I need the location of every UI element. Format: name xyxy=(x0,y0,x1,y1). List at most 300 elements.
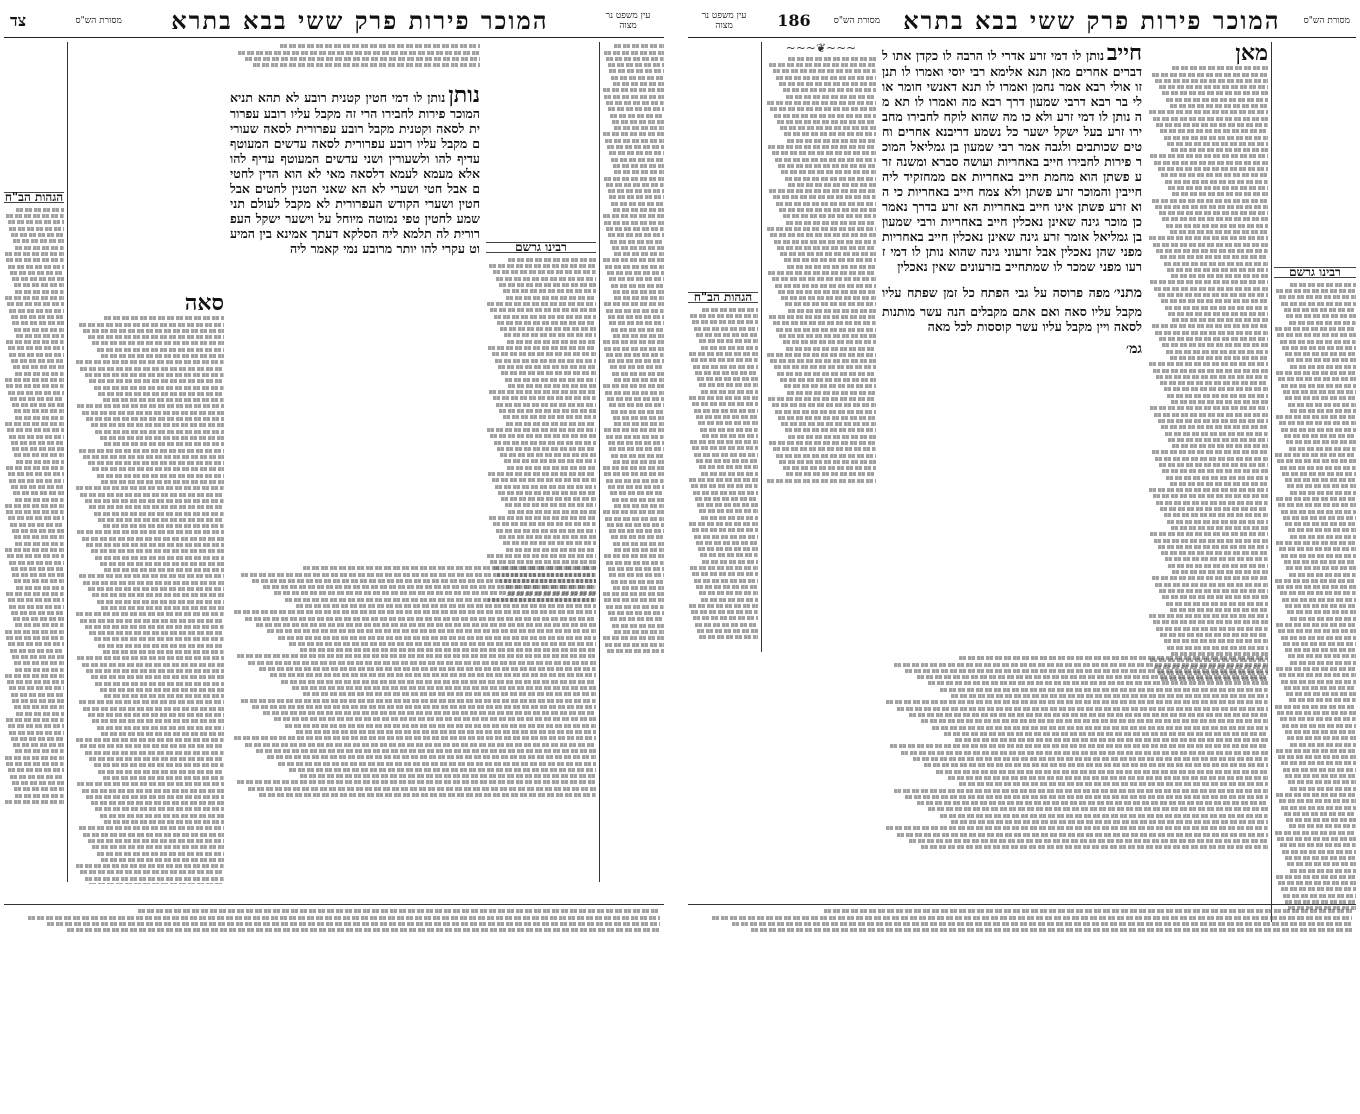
text-line xyxy=(94,637,225,641)
text-line xyxy=(1154,539,1268,543)
text-line xyxy=(1153,243,1268,247)
text-line xyxy=(928,681,1268,685)
text-line xyxy=(609,573,664,577)
text-line xyxy=(1288,780,1356,784)
text-line xyxy=(1279,799,1356,803)
text-line xyxy=(1275,705,1356,709)
text-line xyxy=(1278,629,1356,633)
text-line xyxy=(91,423,225,427)
text-line xyxy=(1167,646,1268,650)
text-line xyxy=(14,661,64,665)
ein-mishpat-column xyxy=(4,42,64,882)
text-line xyxy=(702,434,758,438)
text-line xyxy=(500,327,596,331)
text-line xyxy=(241,573,596,577)
text-line xyxy=(786,221,876,225)
rabbeinu-gershom-text xyxy=(1274,281,1356,922)
text-line xyxy=(1166,476,1268,480)
text-line xyxy=(1286,314,1356,318)
text-line xyxy=(1281,761,1356,765)
text-line xyxy=(1290,661,1356,665)
text-line xyxy=(1162,595,1268,599)
text-line xyxy=(1284,308,1356,312)
text-line xyxy=(85,877,225,881)
text-line xyxy=(285,598,596,602)
text-line xyxy=(611,454,664,458)
ein-mishpat-label: עין משפט נר מצוה xyxy=(605,10,651,31)
text-line xyxy=(80,744,224,748)
text-line xyxy=(488,346,596,350)
text-line xyxy=(296,604,596,608)
main-text-block xyxy=(230,84,480,484)
text-line xyxy=(773,195,876,199)
text-line xyxy=(603,340,664,344)
text-line xyxy=(702,560,758,564)
text-line xyxy=(303,692,596,696)
text-line xyxy=(6,258,64,262)
text-line xyxy=(79,826,225,830)
text-line xyxy=(1165,306,1268,310)
text-line xyxy=(936,770,1268,774)
text-line xyxy=(1287,610,1356,614)
text-line xyxy=(14,283,64,287)
text-line xyxy=(498,491,596,495)
text-line xyxy=(489,264,596,268)
text-line xyxy=(603,636,664,640)
text-line xyxy=(1160,633,1268,637)
page-title: המוכר פירות פרק ששי בבא בתרא xyxy=(171,5,549,35)
text-line xyxy=(8,472,64,476)
text-line xyxy=(89,379,224,383)
text-line xyxy=(76,360,225,364)
text-line xyxy=(1164,136,1268,140)
column-divider xyxy=(67,42,68,882)
text-line xyxy=(909,839,1268,843)
text-line xyxy=(940,814,1268,818)
text-line xyxy=(77,782,224,786)
text-line xyxy=(104,442,224,446)
text-line xyxy=(612,498,664,502)
text-line xyxy=(7,680,64,684)
text-line xyxy=(784,132,876,136)
text-line xyxy=(700,428,758,432)
text-line xyxy=(1165,180,1268,184)
text-line xyxy=(505,378,596,382)
text-line xyxy=(83,581,224,585)
text-line xyxy=(1278,881,1356,885)
text-line xyxy=(13,239,64,243)
text-line xyxy=(1275,831,1356,835)
text-line xyxy=(1160,255,1268,259)
text-line xyxy=(1149,362,1268,366)
text-line xyxy=(12,655,64,659)
text-line xyxy=(955,738,1268,742)
text-line xyxy=(15,416,64,420)
text-line xyxy=(15,246,64,250)
column-divider xyxy=(599,42,600,882)
text-line xyxy=(776,328,876,332)
text-line xyxy=(781,422,876,426)
text-line xyxy=(1285,774,1356,778)
text-line xyxy=(928,807,1268,811)
text-line xyxy=(610,617,664,621)
text-line xyxy=(1282,850,1356,854)
text-line xyxy=(1166,602,1268,606)
text-line xyxy=(9,227,64,231)
text-line xyxy=(689,478,758,482)
text-line xyxy=(770,107,876,111)
text-line xyxy=(1289,447,1356,451)
text-line xyxy=(690,440,758,444)
text-line xyxy=(1161,551,1268,555)
text-line xyxy=(9,435,64,439)
text-line xyxy=(691,484,758,488)
left-page-header xyxy=(4,4,664,38)
text-line xyxy=(12,403,64,407)
text-line xyxy=(497,447,596,451)
text-line xyxy=(1155,331,1268,335)
text-line xyxy=(14,787,64,791)
text-line xyxy=(79,323,225,327)
text-line xyxy=(606,309,664,313)
text-line xyxy=(603,214,664,218)
text-line xyxy=(501,371,596,375)
text-line xyxy=(1285,522,1356,526)
text-line xyxy=(1283,894,1356,898)
text-line xyxy=(9,309,64,313)
text-line xyxy=(606,227,664,231)
text-line xyxy=(603,258,664,262)
text-line xyxy=(780,126,876,130)
text-line xyxy=(83,707,224,711)
text-line xyxy=(98,644,224,648)
text-line xyxy=(604,177,664,181)
text-line xyxy=(608,63,664,67)
text-line xyxy=(1288,528,1356,532)
text-line xyxy=(692,446,758,450)
text-line xyxy=(780,378,876,382)
text-line xyxy=(614,44,664,48)
text-line xyxy=(6,384,64,388)
text-line xyxy=(97,726,225,730)
text-line xyxy=(1165,557,1268,561)
text-line xyxy=(773,447,876,451)
text-line xyxy=(1285,648,1356,652)
text-line xyxy=(82,537,225,541)
text-line xyxy=(487,428,596,432)
text-line xyxy=(11,233,64,237)
text-line xyxy=(604,347,664,351)
text-line xyxy=(612,246,664,250)
text-line xyxy=(9,731,64,735)
text-line xyxy=(1156,501,1268,505)
text-line xyxy=(6,636,64,640)
text-line xyxy=(14,579,64,583)
text-line xyxy=(100,562,225,566)
text-line xyxy=(12,321,64,325)
text-line xyxy=(1288,654,1356,658)
text-line xyxy=(496,529,596,533)
text-line xyxy=(701,516,758,520)
text-line xyxy=(12,529,64,533)
text-line xyxy=(1281,510,1356,514)
text-line xyxy=(613,586,664,590)
text-line xyxy=(897,707,1268,711)
text-line xyxy=(905,669,1268,673)
text-line xyxy=(499,535,596,539)
text-line xyxy=(608,567,664,571)
text-line xyxy=(80,367,224,371)
text-line xyxy=(86,543,224,547)
text-line xyxy=(6,340,64,344)
text-line xyxy=(1172,444,1268,448)
text-line xyxy=(101,732,224,736)
text-line xyxy=(92,719,224,723)
tosafot-column xyxy=(486,42,596,602)
text-line xyxy=(104,568,224,572)
text-line xyxy=(14,328,64,332)
text-line xyxy=(10,649,64,653)
text-line xyxy=(1277,333,1356,337)
text-line xyxy=(1279,295,1356,299)
text-line xyxy=(692,572,758,576)
text-line xyxy=(15,498,64,502)
text-line xyxy=(948,776,1268,780)
text-line xyxy=(104,316,224,320)
text-line xyxy=(767,101,876,105)
text-line xyxy=(80,619,224,623)
text-line xyxy=(100,688,225,692)
text-line xyxy=(1281,554,1356,558)
text-line xyxy=(775,410,876,414)
text-line xyxy=(608,611,664,615)
text-line xyxy=(13,365,64,369)
text-line xyxy=(697,377,758,381)
text-line xyxy=(103,398,225,402)
text-line xyxy=(91,675,225,679)
text-line xyxy=(1166,224,1268,228)
text-line xyxy=(9,479,64,483)
text-line xyxy=(1172,192,1268,196)
text-line xyxy=(103,524,225,528)
text-line xyxy=(83,833,224,837)
text-line xyxy=(500,453,596,457)
text-line xyxy=(1154,287,1268,291)
text-line xyxy=(610,114,664,118)
text-line xyxy=(259,667,596,671)
text-line xyxy=(959,656,1268,660)
text-line xyxy=(779,460,876,464)
text-line xyxy=(95,807,224,811)
text-line xyxy=(692,320,758,324)
rashbam-text xyxy=(74,314,224,884)
text-line xyxy=(1290,869,1356,873)
text-line xyxy=(76,486,225,490)
masoret-label: מסורת הש"ס xyxy=(75,15,122,26)
text-line xyxy=(16,712,64,716)
text-line xyxy=(696,333,758,337)
text-line xyxy=(508,258,596,262)
text-line xyxy=(699,591,759,595)
text-line xyxy=(91,801,225,805)
text-line xyxy=(493,270,596,274)
text-line xyxy=(6,214,64,218)
text-line xyxy=(608,233,664,237)
text-line xyxy=(700,553,758,557)
text-line xyxy=(1275,453,1356,457)
text-line xyxy=(701,346,758,350)
text-line xyxy=(490,434,596,438)
text-line xyxy=(9,561,64,565)
text-line xyxy=(890,744,1268,748)
text-line xyxy=(1172,570,1268,574)
text-line xyxy=(8,391,64,395)
text-line xyxy=(769,315,876,319)
text-line xyxy=(241,699,596,703)
text-line xyxy=(603,466,664,470)
text-line xyxy=(1156,627,1268,631)
text-line xyxy=(1285,396,1356,400)
text-line xyxy=(751,928,1352,932)
text-line xyxy=(605,139,664,143)
text-line xyxy=(609,321,664,325)
text-line xyxy=(696,585,758,589)
text-line xyxy=(1164,387,1268,391)
text-line xyxy=(488,472,596,476)
text-line xyxy=(88,335,225,339)
text-line xyxy=(1281,384,1356,388)
text-line xyxy=(778,164,876,168)
text-line xyxy=(1158,293,1268,297)
text-line xyxy=(12,699,64,703)
text-line xyxy=(1282,346,1356,350)
text-line xyxy=(1158,545,1268,549)
text-line xyxy=(1286,818,1356,822)
text-line xyxy=(1280,717,1356,721)
text-line xyxy=(1158,167,1268,171)
text-line xyxy=(604,51,664,55)
text-line xyxy=(691,358,758,362)
text-line xyxy=(1290,283,1356,287)
text-line xyxy=(13,743,64,747)
text-line xyxy=(1158,419,1268,423)
text-line xyxy=(609,529,664,533)
text-line xyxy=(932,726,1268,730)
text-line xyxy=(8,516,64,520)
text-line xyxy=(901,751,1268,755)
text-line xyxy=(608,107,664,111)
gemara-label: גמ׳ xyxy=(1125,341,1142,357)
text-line xyxy=(10,397,64,401)
text-line xyxy=(47,922,660,926)
text-line xyxy=(606,435,664,439)
masoret-label: מסורת הש"ס xyxy=(1303,15,1350,26)
mishnah-text: מפה פרוסה על גבי הפתח כל זמן שפתח עליו מקבל עליו סאה ואם אתם מקבלים הנה עשר מותנות לסאה ויין מקבל עליו עשר קוססות לכל מאה xyxy=(882,285,1142,334)
text-line xyxy=(924,763,1268,767)
text-line xyxy=(238,51,481,55)
section-heading: נותן xyxy=(448,84,480,108)
text-line xyxy=(779,334,876,338)
text-line xyxy=(778,416,876,420)
text-line xyxy=(603,132,664,136)
text-line xyxy=(98,392,224,396)
text-line xyxy=(1155,583,1268,587)
page-number: 186 xyxy=(777,11,811,30)
text-line xyxy=(769,189,876,193)
text-line xyxy=(5,422,64,426)
text-line xyxy=(1286,692,1356,696)
text-line xyxy=(607,271,664,275)
text-line xyxy=(508,384,596,388)
text-line xyxy=(1288,403,1356,407)
text-line xyxy=(77,530,224,534)
text-line xyxy=(609,69,664,73)
text-line xyxy=(278,636,596,640)
text-line xyxy=(1155,205,1268,209)
text-line xyxy=(10,523,64,527)
text-line xyxy=(274,717,596,721)
hagahot-heading: הגהות הב"ח xyxy=(688,292,758,303)
text-line xyxy=(712,916,1352,920)
text-line xyxy=(701,472,758,476)
text-line xyxy=(16,460,64,464)
text-line xyxy=(1161,173,1268,177)
text-line xyxy=(1290,409,1356,413)
text-line xyxy=(940,688,1268,692)
text-line xyxy=(14,535,64,539)
text-line xyxy=(783,466,877,470)
left-page-footer-notes xyxy=(4,904,664,944)
text-line xyxy=(695,497,758,501)
text-line xyxy=(97,474,225,478)
text-line xyxy=(1286,440,1356,444)
text-line xyxy=(11,693,64,697)
text-line xyxy=(776,202,876,206)
text-line xyxy=(15,290,64,294)
text-line xyxy=(1153,369,1268,373)
text-line xyxy=(1287,862,1356,866)
text-line xyxy=(1284,686,1356,690)
text-line xyxy=(786,95,876,99)
text-line xyxy=(689,396,758,400)
text-line xyxy=(694,535,758,539)
text-line xyxy=(1156,375,1268,379)
text-line xyxy=(15,794,64,798)
text-line xyxy=(1150,532,1268,536)
text-line xyxy=(1284,434,1356,438)
text-line xyxy=(494,441,596,445)
text-line xyxy=(614,504,664,508)
text-line xyxy=(1280,843,1356,847)
text-line xyxy=(612,120,664,124)
text-line xyxy=(12,277,64,281)
text-line xyxy=(6,510,64,514)
text-line xyxy=(609,403,664,407)
text-line xyxy=(1283,516,1356,520)
text-line xyxy=(785,177,876,181)
text-line xyxy=(693,616,758,620)
text-line xyxy=(1162,343,1268,347)
text-line xyxy=(603,592,664,596)
text-line xyxy=(693,491,758,495)
text-line xyxy=(15,668,64,672)
text-line xyxy=(613,460,664,464)
text-line xyxy=(5,252,64,256)
text-line xyxy=(1156,249,1268,253)
text-line xyxy=(506,296,596,300)
text-line xyxy=(92,467,224,471)
text-line xyxy=(609,277,664,281)
